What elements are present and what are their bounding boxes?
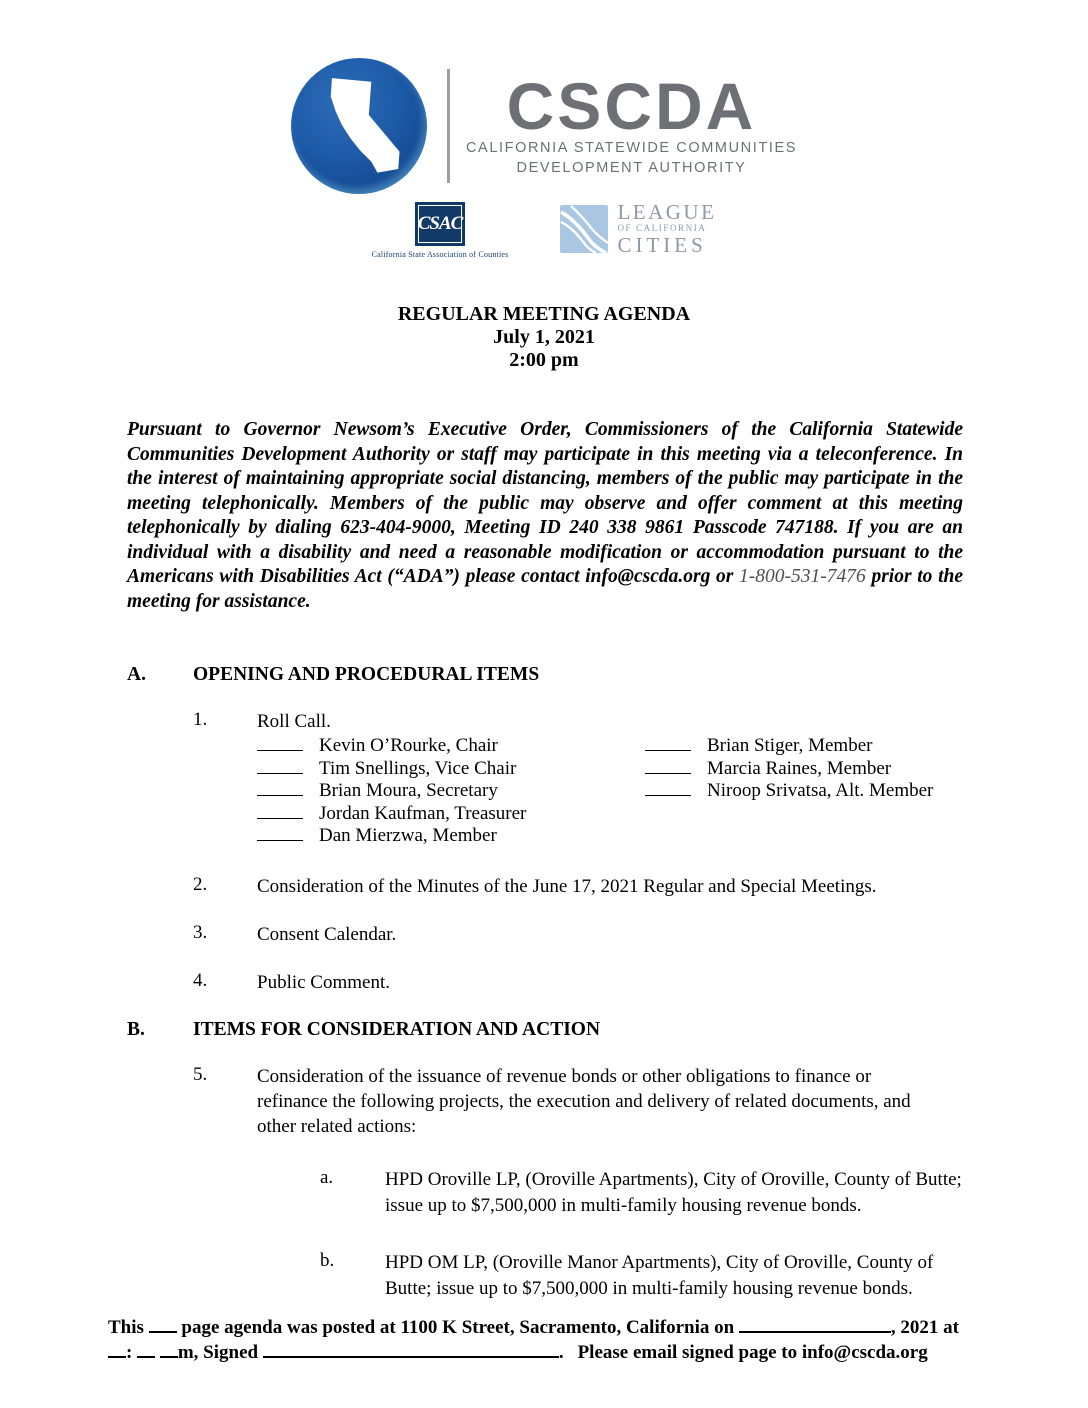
rollcall-blank-line bbox=[257, 837, 303, 841]
footer-text: m, Signed bbox=[177, 1341, 259, 1363]
meeting-time: 2:00 pm bbox=[509, 349, 579, 371]
rollcall-blank-line bbox=[257, 792, 303, 796]
rollcall-name: Dan Mierzwa, Member bbox=[319, 825, 497, 846]
rollcall-name: Marcia Raines, Member bbox=[707, 757, 892, 779]
masthead bbox=[0, 0, 1088, 259]
section-a-title: OPENING AND PROCEDURAL ITEMS bbox=[193, 664, 540, 685]
item-2-text: Consideration of the Minutes of the June 17, 2021 Regular and Special Meetings. bbox=[257, 875, 877, 897]
rollcall-row bbox=[257, 780, 963, 803]
footer-line-1 bbox=[108, 1315, 988, 1340]
csac-caption: California State Association of Counties bbox=[371, 250, 509, 259]
footer-email-text: Please email signed page to info@cscda.org bbox=[577, 1341, 928, 1363]
agenda-subitem-a bbox=[320, 1167, 963, 1219]
footer-line-2 bbox=[108, 1340, 988, 1365]
rollcall-name: Niroop Srivatsa, Alt. Member bbox=[707, 780, 934, 801]
league-line2: OF CALIFORNIA bbox=[617, 223, 707, 234]
item-5-number: 5. bbox=[193, 1063, 208, 1085]
rollcall-name: Jordan Kaufman, Treasurer bbox=[319, 802, 527, 824]
csac-logo-box bbox=[415, 202, 465, 246]
rollcall-name: Brian Moura, Secretary bbox=[319, 780, 498, 801]
rollcall-row bbox=[257, 825, 963, 848]
rollcall-blank-line bbox=[257, 770, 303, 774]
posting-footer bbox=[108, 1315, 988, 1365]
subitem-b-letter: b. bbox=[320, 1249, 335, 1271]
meeting-title: REGULAR MEETING AGENDA bbox=[397, 303, 691, 325]
agenda-item-1 bbox=[127, 709, 963, 734]
agenda-item-3 bbox=[127, 922, 963, 947]
rollcall-blank-line bbox=[257, 815, 303, 819]
rollcall-name: Tim Snellings, Vice Chair bbox=[319, 757, 517, 779]
item-3-number: 3. bbox=[193, 921, 208, 943]
minute-blank bbox=[137, 1353, 155, 1358]
agenda-subitem-b bbox=[320, 1250, 963, 1302]
footer-text: This bbox=[108, 1316, 144, 1338]
league-line3: CITIES bbox=[617, 232, 707, 257]
cscda-logo bbox=[0, 58, 1088, 194]
subitem-a-text: HPD Oroville LP, (Oroville Apartments), City of Oroville, County of Butte; issue up to $7,500,000 in multi-family housing revenue bonds. bbox=[385, 1168, 962, 1216]
league-swoosh-icon bbox=[560, 205, 608, 253]
item-4-text: Public Comment. bbox=[257, 971, 390, 993]
item-1-number: 1. bbox=[193, 709, 208, 730]
item-4-number: 4. bbox=[193, 969, 208, 991]
item-2-number: 2. bbox=[193, 873, 208, 895]
rollcall-blank-line bbox=[645, 747, 691, 751]
footer-text: page agenda was posted at 1100 K Street, Sacramento, California on bbox=[181, 1316, 735, 1338]
rollcall-blank-line bbox=[645, 792, 691, 796]
item-1-text: Roll Call. bbox=[257, 711, 331, 732]
section-a-label: A. bbox=[127, 664, 146, 685]
rollcall-list bbox=[257, 735, 963, 848]
league-wordmark bbox=[617, 202, 716, 256]
org-name-line2: DEVELOPMENT AUTHORITY bbox=[516, 160, 747, 176]
rollcall-row bbox=[257, 758, 963, 781]
meeting-title-block bbox=[0, 303, 1088, 372]
posted-date-blank bbox=[739, 1328, 891, 1333]
partner-logos bbox=[0, 202, 1088, 259]
subitem-a-letter: a. bbox=[320, 1166, 334, 1188]
agenda-item-2 bbox=[127, 874, 963, 899]
item-5-text: Consideration of the issuance of revenue bonds or other obligations to finance or refinance the following projects, the execution and delivery of related documents, and other related actions: bbox=[257, 1065, 911, 1137]
teleconference-notice bbox=[127, 418, 963, 614]
notice-text-1: Pursuant to Governor Newsom’s Executive Order, Commissioners of the California Statewide Communities Development Authority or staff may participate in this meeting via a teleconference. In the interest of maintaining appropriate social distancing, members of the public may participate in the meeting telephonically. Members of the public may observe and offer comment at this meeting telephonically by dialing 623-404-9000, Meeting ID 240 338 9861 Passcode 747188. If you are an individual with a disability and need a reasonable modification or accommodation pursuant to the Americans with Disabilities Act (“ADA”) please contact info@cscda.org or bbox=[127, 419, 963, 587]
subitem-b-text: HPD OM LP, (Oroville Manor Apartments), City of Oroville, County of Butte; issue up to $7,500,000 in multi-family housing revenue bonds. bbox=[385, 1251, 934, 1299]
logo-text bbox=[465, 69, 797, 178]
csac-logo bbox=[372, 202, 509, 259]
org-acronym: CSCDA bbox=[506, 69, 757, 144]
notice-text-2: prior to the meeting for assistance. bbox=[127, 566, 963, 612]
page-count-blank bbox=[149, 1328, 177, 1333]
notice-phone-number: 1-800-531-7476 bbox=[739, 566, 866, 587]
csac-wordmark: CSAC bbox=[417, 213, 463, 234]
league-line1: LEAGUE bbox=[617, 200, 717, 224]
section-b-label: B. bbox=[127, 1018, 145, 1040]
rollcall-name: Brian Stiger, Member bbox=[707, 735, 873, 756]
footer-text: , 2021 at bbox=[890, 1316, 959, 1338]
section-b-heading bbox=[127, 1019, 963, 1041]
meeting-date: July 1, 2021 bbox=[493, 326, 595, 348]
item-3-text: Consent Calendar. bbox=[257, 923, 397, 945]
rollcall-row bbox=[257, 735, 963, 758]
california-state-icon bbox=[316, 74, 402, 178]
agenda-item-5 bbox=[127, 1064, 963, 1139]
section-a-heading bbox=[127, 664, 963, 686]
rollcall-blank-line bbox=[257, 747, 303, 751]
section-b-title: ITEMS FOR CONSIDERATION AND ACTION bbox=[193, 1018, 601, 1040]
footer-text: : bbox=[126, 1341, 133, 1363]
signature-blank bbox=[263, 1353, 559, 1358]
footer-text: . bbox=[558, 1341, 564, 1363]
agenda-body bbox=[127, 664, 963, 1302]
california-globe-icon bbox=[291, 58, 427, 194]
logo-divider bbox=[447, 69, 450, 183]
rollcall-blank-line bbox=[645, 770, 691, 774]
org-name-line1: CALIFORNIA STATEWIDE COMMUNITIES bbox=[465, 140, 797, 157]
agenda-item-4 bbox=[127, 970, 963, 995]
league-logo bbox=[560, 202, 716, 256]
rollcall-name: Kevin O’Rourke, Chair bbox=[319, 735, 498, 756]
ampm-blank bbox=[160, 1353, 178, 1358]
hour-blank bbox=[108, 1353, 126, 1358]
rollcall-row bbox=[257, 803, 963, 826]
